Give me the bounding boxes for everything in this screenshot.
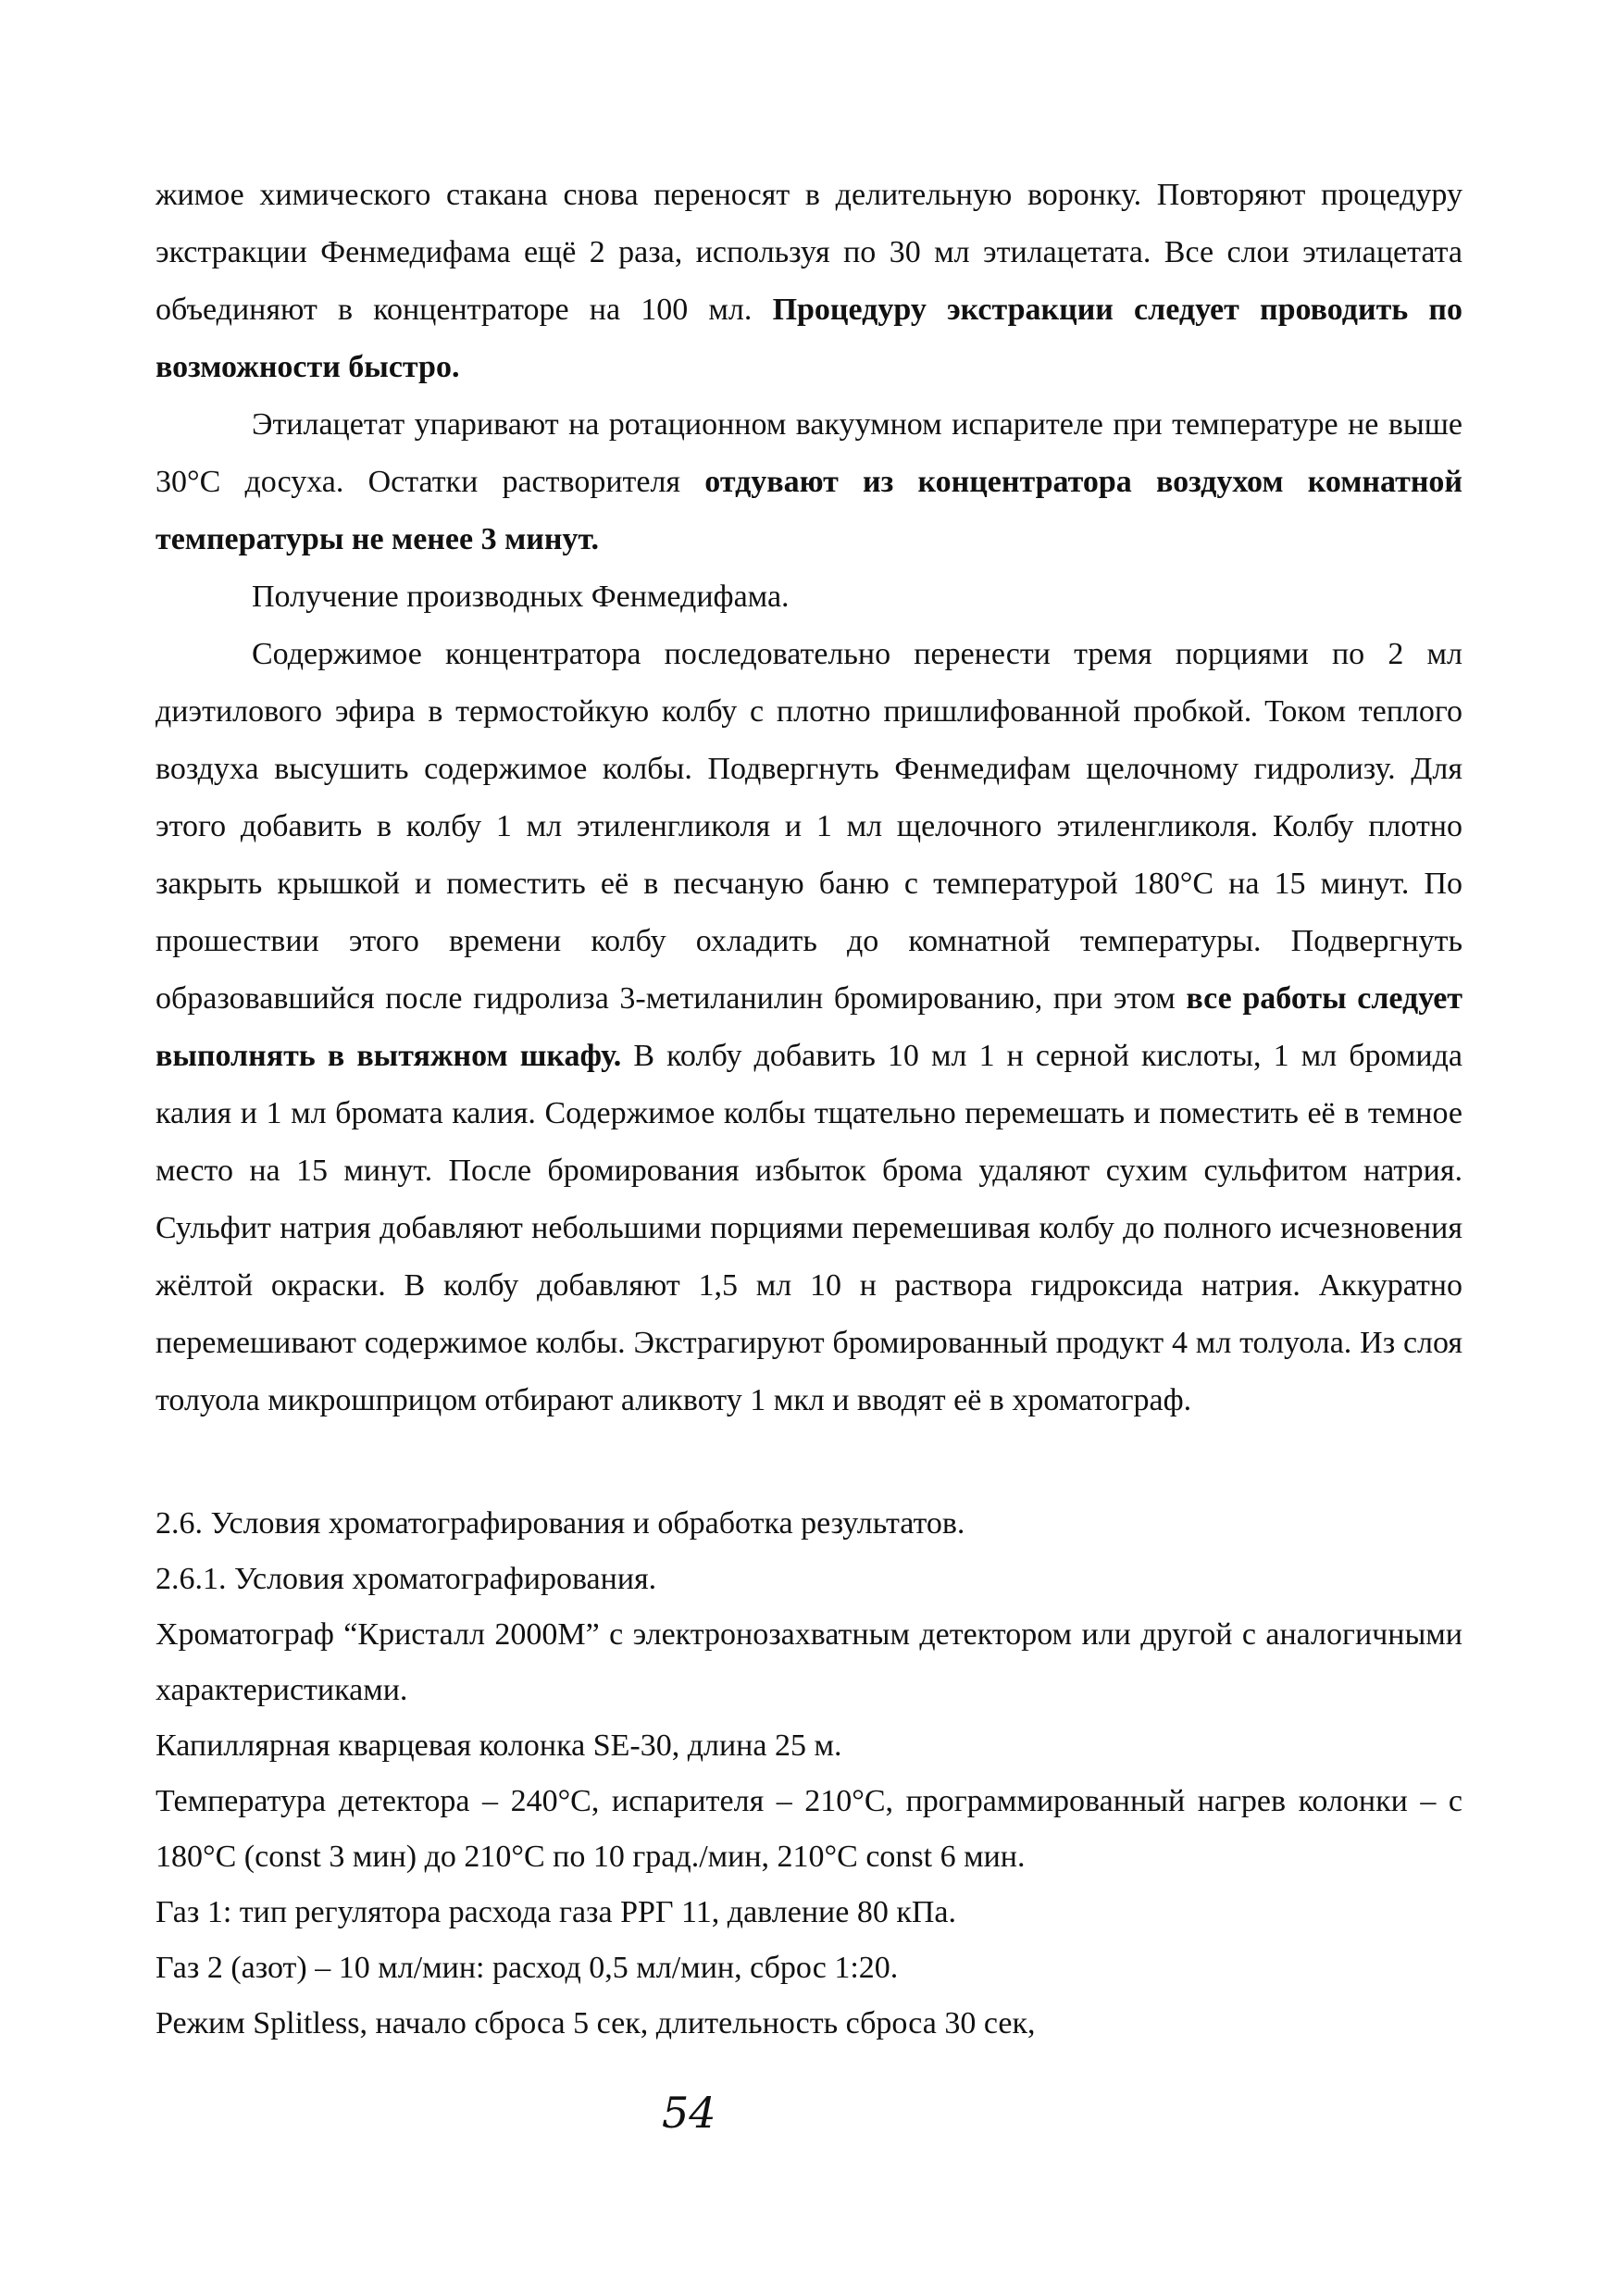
paragraph-derivatives-title: Получение производных Фенмедифама. bbox=[252, 580, 790, 614]
paragraph-extraction-warning: Процедуру экстракции следует проводить по возможности быстро. bbox=[156, 293, 1463, 384]
temperature-line: Температура детектора – 240°С, испарителя – 210°С, программированный нагрев колонки – с 180°С (const 3 мин) до 210°С по 10 град./мин, 210°С const 6 мин. bbox=[156, 1784, 1462, 1874]
subsection-heading: 2.6.1. Условия хроматографирования. bbox=[156, 1562, 657, 1596]
section-heading: 2.6. Условия хроматографирования и обработка результатов. bbox=[156, 1506, 965, 1541]
paragraph-procedure-text-2: В колбу добавить 10 мл 1 н серной кислоты, 1 мл бромида калия и 1 мл бромата калия. Содержимое колбы тщательно перемешать и поместить её в темное место на 15 минут. После бромирования избыток брома удаляют сухим сульфитом натрия. Сульфит натрия добавляют небольшими порциями перемешивая колбу до полного исчезновения жёлтой окраски. В колбу добавляют 1,5 мл 10 н раствора гидроксида натрия. Аккуратно перемешивают содержимое колбы. Экстрагируют бромированный продукт 4 мл толуола. Из слоя толуола микрошприцом отбирают аликвоту 1 мкл и вводят её в хроматограф. bbox=[156, 1039, 1463, 1417]
gas2-line: Газ 2 (азот) – 10 мл/мин: расход 0,5 мл/мин, сброс 1:20. bbox=[156, 1951, 899, 1985]
paragraph-evaporation-text: Этилацетат упаривают на ротационном вакуумном испарителе при температуре не выше 30°С досуха. Остатки растворителя bbox=[156, 407, 1462, 499]
gas1-line: Газ 1: тип регулятора расхода газа РРГ 11, давление 80 кПа. bbox=[156, 1895, 956, 1929]
paragraph-evaporation-warning: отдувают из концентратора воздухом комнатной температуры не менее 3 минут. bbox=[156, 465, 1462, 556]
paragraph-extraction bbox=[156, 167, 1462, 396]
paragraph-extraction-text: жимое химического стакана снова переносят в делительную воронку. Повторяют процедуру экстракции Фенмедифама ещё 2 раза, используя по 30 мл этилацетата. Все слои этилацетата объединяют в концентраторе на 100 мл. bbox=[156, 178, 1462, 327]
paragraph-procedure-warning: все работы следует выполнять в вытяжном шкафу. bbox=[156, 981, 1463, 1073]
chromatograph-line: Хроматограф “Кристалл 2000М” с электронозахватным детектором или другой с аналогичными характеристиками. bbox=[156, 1617, 1462, 1707]
page-number: 54 bbox=[662, 2088, 716, 2138]
column-line: Капиллярная кварцевая колонка SE-30, длина 25 м. bbox=[156, 1728, 842, 1763]
paragraph-procedure-text-1: Содержимое концентратора последовательно перенести тремя порциями по 2 мл диэтилового эфира в термостойкую колбу с плотно пришлифованной пробкой. Током теплого воздуха высушить содержимое колбы. Подвергнуть Фенмедифам щелочному гидролизу. Для этого добавить в колбу 1 мл этиленгликоля и 1 мл щелочного этиленгликоля. Колбу плотно закрыть крышкой и поместить её в песчаную баню с температурой 180°С на 15 минут. По прошествии этого времени колбу охладить до комнатной температуры. Подвергнуть образовавшийся после гидролиза 3-метиланилин бромированию, при этом bbox=[156, 637, 1462, 1016]
paragraph-evaporation bbox=[156, 396, 1462, 568]
chromatography-section bbox=[156, 1496, 1462, 2052]
paragraph-procedure bbox=[156, 626, 1462, 1429]
mode-line: Режим Splitless, начало сброса 5 сек, длительность сброса 30 сек, bbox=[156, 2006, 1036, 2040]
